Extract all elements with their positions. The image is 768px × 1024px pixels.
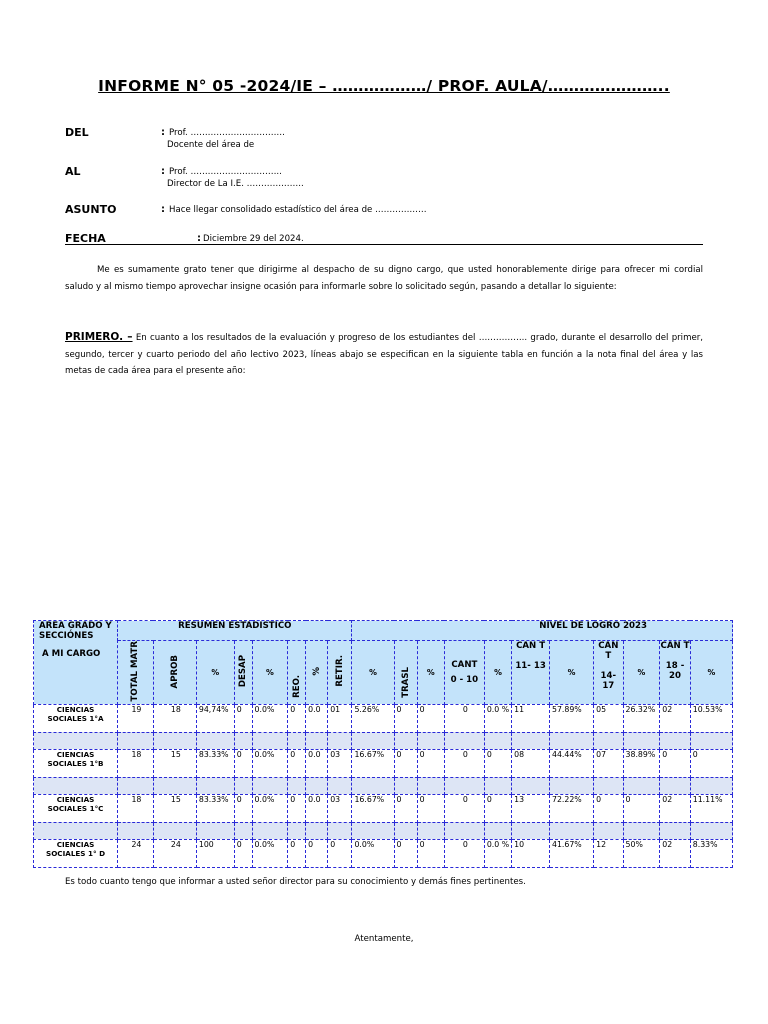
- spacer-cell: [484, 822, 511, 839]
- header-rule: [65, 244, 703, 245]
- fecha-colon: :: [197, 233, 201, 244]
- table-row: [34, 749, 733, 777]
- spacer-row: [34, 822, 733, 839]
- spacer-cell: [306, 732, 328, 749]
- spacer-cell: [196, 822, 234, 839]
- table-cell: 0: [306, 839, 328, 867]
- table-cell: 0: [328, 839, 352, 867]
- table-cell: 0: [660, 749, 690, 777]
- table-cell: 0: [234, 749, 252, 777]
- del-label: DEL: [65, 126, 89, 139]
- table-cell: 0: [288, 794, 306, 822]
- table-cell: 83.33%: [196, 749, 234, 777]
- spacer-cell: [234, 777, 252, 794]
- row-name-line1: CIENCIAS: [56, 704, 95, 714]
- spacer-cell: [549, 822, 593, 839]
- table-cell: 02: [660, 704, 690, 732]
- table-cell: 0: [234, 794, 252, 822]
- spacer-cell: [252, 822, 288, 839]
- row-name-line2: SOCIALES 1°C: [47, 803, 104, 813]
- spacer-cell: [444, 732, 484, 749]
- table-cell: 12: [594, 839, 623, 867]
- table-cell: 0: [623, 794, 660, 822]
- table-cell: 07: [594, 749, 623, 777]
- spacer-cell: [196, 777, 234, 794]
- spacer-cell: [328, 822, 352, 839]
- spacer-cell: [417, 822, 444, 839]
- spacer-cell: [484, 777, 511, 794]
- table-cell: 16.67%: [352, 749, 394, 777]
- header-pct-7: %: [549, 641, 593, 705]
- table-cell: 57.89%: [549, 704, 593, 732]
- row-name-line2: SOCIALES 1°B: [47, 758, 104, 768]
- table-cell: 0: [288, 749, 306, 777]
- spacer-cell: [444, 777, 484, 794]
- table-cell: 0: [288, 839, 306, 867]
- fecha-text: Diciembre 29 del 2024.: [203, 234, 304, 244]
- intro-paragraph: [65, 262, 703, 295]
- spacer-cell: [288, 822, 306, 839]
- header-nivel: NIVEL DE LOGRO 2023: [352, 621, 733, 641]
- spacer-cell: [512, 777, 550, 794]
- row-name-line1: CIENCIAS: [56, 749, 95, 759]
- table-cell: 0.0%: [352, 839, 394, 867]
- table-cell: 16.67%: [352, 794, 394, 822]
- table-cell: 0.0%: [252, 839, 288, 867]
- table-cell: 0: [417, 749, 444, 777]
- spacer-cell: [252, 777, 288, 794]
- header-resumen: RESUMEN ESTADISTICO: [118, 621, 352, 641]
- spacer-cell: [196, 732, 234, 749]
- spacer-cell: [352, 822, 394, 839]
- row-section-name: [34, 794, 118, 822]
- header-cant-11-13: CAN T 11- 13: [512, 641, 550, 705]
- spacer-cell: [660, 822, 690, 839]
- header-pct-9: %: [690, 641, 732, 705]
- table-cell: 0: [417, 839, 444, 867]
- spacer-cell: [234, 732, 252, 749]
- table-cell: 11.11%: [690, 794, 732, 822]
- table-cell: 0.0%: [252, 704, 288, 732]
- table-cell: 18: [118, 794, 154, 822]
- spacer-cell: [328, 732, 352, 749]
- spacer-cell: [306, 777, 328, 794]
- table-cell: 0.0: [306, 749, 328, 777]
- table-cell: 5.26%: [352, 704, 394, 732]
- spacer-cell: [394, 822, 417, 839]
- table-cell: 18: [118, 749, 154, 777]
- spacer-cell: [288, 777, 306, 794]
- del-line2: Docente del área de: [167, 140, 255, 150]
- spacer-cell: [594, 777, 623, 794]
- row-section-name: [34, 839, 118, 867]
- table-cell: 0.0 %: [484, 839, 511, 867]
- table-cell: 01: [328, 704, 352, 732]
- table-cell: 72.22%: [549, 794, 593, 822]
- spacer-cell: [352, 777, 394, 794]
- al-line1: Prof. …………………………..: [169, 167, 282, 177]
- table-cell: 18: [153, 704, 196, 732]
- table-cell: 0: [234, 839, 252, 867]
- spacer-cell: [252, 732, 288, 749]
- table-cell: 0: [394, 704, 417, 732]
- table-cell: 0: [417, 704, 444, 732]
- table-cell: 0: [234, 704, 252, 732]
- row-name-line2: SOCIALES 1° D: [46, 848, 106, 858]
- spacer-cell: [34, 822, 118, 839]
- spacer-cell: [512, 732, 550, 749]
- table-cell: 94,74%: [196, 704, 234, 732]
- spacer-cell: [288, 732, 306, 749]
- header-retir: RETIR.: [328, 641, 352, 705]
- spacer-cell: [690, 732, 732, 749]
- table-cell: 0.0%: [252, 794, 288, 822]
- table-cell: 0.0 %: [484, 704, 511, 732]
- table-cell: 50%: [623, 839, 660, 867]
- header-pct-3: %: [306, 641, 328, 705]
- fecha-label: FECHA: [65, 232, 106, 245]
- table-cell: 83.33%: [196, 794, 234, 822]
- closing-text: Es todo cuanto tengo que informar a usted señor director para su conocimiento y demás fines pertinentes.: [65, 877, 526, 887]
- table-row: [34, 794, 733, 822]
- table-cell: 02: [660, 839, 690, 867]
- table-cell: 15: [153, 749, 196, 777]
- table-cell: 0.0: [306, 704, 328, 732]
- table-cell: 05: [594, 704, 623, 732]
- header-trasl: TRASL: [394, 641, 417, 705]
- table-cell: 03: [328, 794, 352, 822]
- spacer-cell: [660, 732, 690, 749]
- header-cant-14-17: CAN T 14- 17: [594, 641, 623, 705]
- header-mi-cargo-label: A MI CARGO: [42, 649, 101, 659]
- table-cell: 0: [444, 794, 484, 822]
- header-pct-8: %: [623, 641, 660, 705]
- table-cell: 0: [594, 794, 623, 822]
- spacer-cell: [328, 777, 352, 794]
- row-section-name: [34, 749, 118, 777]
- atentamente-text: Atentamente,: [354, 934, 414, 944]
- spacer-cell: [34, 732, 118, 749]
- table-cell: 0: [394, 839, 417, 867]
- table-cell: 0: [444, 839, 484, 867]
- spacer-cell: [444, 822, 484, 839]
- asunto-text: Hace llegar consolidado estadístico del área de ………………: [169, 205, 427, 215]
- header-area-cell: [34, 621, 118, 705]
- spacer-cell: [594, 822, 623, 839]
- table-cell: 24: [153, 839, 196, 867]
- spacer-cell: [623, 777, 660, 794]
- header-pct-4: %: [352, 641, 394, 705]
- table-cell: 38.89%: [623, 749, 660, 777]
- spacer-cell: [660, 777, 690, 794]
- header-area-label: AREA GRADO Y SECCIÓNES: [39, 621, 112, 641]
- spacer-cell: [153, 777, 196, 794]
- table-cell: 15: [153, 794, 196, 822]
- row-section-name: [34, 704, 118, 732]
- table-cell: 13: [512, 794, 550, 822]
- table-row: [34, 839, 733, 867]
- table-cell: 10: [512, 839, 550, 867]
- spacer-cell: [623, 822, 660, 839]
- table-cell: 19: [118, 704, 154, 732]
- spacer-cell: [118, 822, 154, 839]
- table-cell: 0: [394, 794, 417, 822]
- header-pct-5: %: [417, 641, 444, 705]
- table-cell: 10.53%: [690, 704, 732, 732]
- spacer-cell: [549, 732, 593, 749]
- stats-table: [33, 620, 733, 868]
- spacer-cell: [623, 732, 660, 749]
- row-name-line2: SOCIALES 1°A: [47, 713, 104, 723]
- table-cell: 0: [288, 704, 306, 732]
- spacer-cell: [153, 822, 196, 839]
- header-total: TOTAL MATR: [118, 641, 154, 705]
- table-cell: 0: [484, 794, 511, 822]
- spacer-cell: [118, 777, 154, 794]
- table-cell: 0: [484, 749, 511, 777]
- al-line2: Director de La I.E. ………………..: [167, 179, 304, 189]
- spacer-cell: [417, 777, 444, 794]
- asunto-colon: :: [161, 204, 165, 215]
- spacer-cell: [394, 732, 417, 749]
- spacer-cell: [690, 777, 732, 794]
- primero-paragraph: [65, 329, 703, 380]
- header-reo: REO.: [288, 641, 306, 705]
- spacer-cell: [352, 732, 394, 749]
- al-label: AL: [65, 165, 81, 178]
- table-cell: 44.44%: [549, 749, 593, 777]
- table-cell: 0: [394, 749, 417, 777]
- table-cell: 0: [690, 749, 732, 777]
- del-line1: Prof. ……………………………: [169, 128, 286, 138]
- spacer-cell: [306, 822, 328, 839]
- table-cell: 0.0%: [252, 749, 288, 777]
- row-name-line1: CIENCIAS: [56, 794, 95, 804]
- table-cell: 8.33%: [690, 839, 732, 867]
- table-cell: 0: [444, 704, 484, 732]
- table-cell: 0: [417, 794, 444, 822]
- table-row: [34, 704, 733, 732]
- spacer-cell: [234, 822, 252, 839]
- spacer-cell: [484, 732, 511, 749]
- row-name-line1: CIENCIAS: [56, 839, 95, 849]
- spacer-cell: [394, 777, 417, 794]
- spacer-cell: [153, 732, 196, 749]
- header-pct-6: %: [484, 641, 511, 705]
- spacer-cell: [118, 732, 154, 749]
- report-title: INFORME N° 05 -2024/IE – ………………/ PROF. AULA/…………………..: [98, 77, 670, 95]
- header-desap: DESAP: [234, 641, 252, 705]
- spacer-cell: [34, 777, 118, 794]
- table-cell: 08: [512, 749, 550, 777]
- header-pct-2: %: [252, 641, 288, 705]
- spacer-row: [34, 777, 733, 794]
- spacer-row: [34, 732, 733, 749]
- del-colon: :: [161, 127, 165, 138]
- table-cell: 24: [118, 839, 154, 867]
- table-cell: 03: [328, 749, 352, 777]
- table-cell: 41.67%: [549, 839, 593, 867]
- header-cant-0-10: CANT 0 - 10: [444, 641, 484, 705]
- header-cant-18-20: CAN T 18 - 20: [660, 641, 690, 705]
- table-cell: 0: [444, 749, 484, 777]
- al-colon: :: [161, 166, 165, 177]
- asunto-label: ASUNTO: [65, 203, 117, 216]
- table-cell: 02: [660, 794, 690, 822]
- table-cell: 26.32%: [623, 704, 660, 732]
- header-aprob: APROB: [153, 641, 196, 705]
- table-cell: 100: [196, 839, 234, 867]
- primero-label: PRIMERO. –: [65, 331, 133, 343]
- table-cell: 11: [512, 704, 550, 732]
- spacer-cell: [594, 732, 623, 749]
- intro-text: Me es sumamente grato tener que dirigirme al despacho de su digno cargo, que usted honorablemente dirige para ofrecer mi cordial saludo y al mismo tiempo aprovechar insigne ocasión para informarle sobre lo solicitado según, pasando a detallar lo siguiente:: [65, 265, 703, 292]
- header-pct-1: %: [196, 641, 234, 705]
- spacer-cell: [690, 822, 732, 839]
- primero-text: En cuanto a los resultados de la evaluación y progreso de los estudiantes del …………….. grado, durante el desarrollo del primer, segundo, tercer y cuarto periodo del año lectivo 2023, líneas abajo se especifican en la siguiente tabla en función a la nota final del área y las metas de cada área para el presente año:: [65, 333, 703, 376]
- spacer-cell: [417, 732, 444, 749]
- table-cell: 0.0: [306, 794, 328, 822]
- spacer-cell: [549, 777, 593, 794]
- spacer-cell: [512, 822, 550, 839]
